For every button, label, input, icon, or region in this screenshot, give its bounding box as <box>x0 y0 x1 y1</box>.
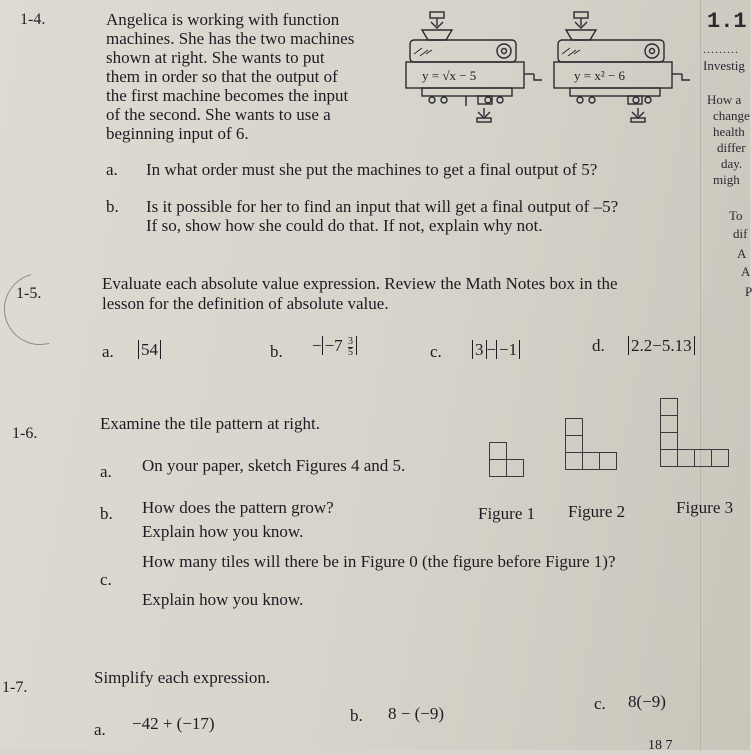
expression-1-7d-partial: 18 7 <box>648 738 673 753</box>
tile <box>711 449 729 467</box>
stem-line: of the second. She wants to use a <box>106 105 331 124</box>
tile <box>660 415 678 433</box>
sidebar-subtitle: Investig <box>703 58 745 73</box>
part-letter: d. <box>592 336 605 355</box>
part-letter: c. <box>594 694 606 713</box>
machine-1-rule: y = √x − 5 <box>422 68 477 83</box>
problem-1-7-stem: Simplify each expression. <box>94 668 271 687</box>
part-letter: c. <box>100 570 112 589</box>
part-letter: a. <box>106 160 118 179</box>
tile <box>599 452 617 470</box>
part-letter: b. <box>350 706 363 725</box>
part-letter: a. <box>100 462 112 481</box>
sidebar-line: differ <box>717 140 746 155</box>
expression-1-7a: −42 + (−17) <box>132 714 215 733</box>
question-1-6b-line1: How does the pattern grow? <box>142 498 334 517</box>
sidebar-line: dif <box>733 226 748 241</box>
question-1-6c-line2: Explain how you know. <box>142 590 304 609</box>
tile <box>677 449 695 467</box>
question-1-6b-line2: Explain how you know. <box>142 522 304 541</box>
expression-1-5b <box>312 336 357 358</box>
tile <box>565 435 583 453</box>
sidebar-line: How a <box>707 92 742 107</box>
tile <box>489 442 507 460</box>
pencil-circle-mark <box>0 260 89 358</box>
abs-value: 54 <box>138 340 161 359</box>
question-1-6a: On your paper, sketch Figures 4 and 5. <box>142 456 406 475</box>
stem-line: beginning input of 6. <box>106 124 249 143</box>
abs-value: 2.2−5.13 <box>628 336 695 355</box>
problem-number: 1-4. <box>20 11 46 28</box>
tile <box>565 418 583 436</box>
question-1-4b-line2: If so, show how she could do that. If not, explain why not. <box>146 216 543 235</box>
sidebar-line: day. <box>721 156 743 171</box>
question-1-4b-line1: Is it possible for her to find an input that will get a final output of –5? <box>146 197 619 216</box>
sidebar-line: A <box>737 246 747 261</box>
figure-label: Figure 2 <box>568 502 626 521</box>
fraction-denominator: 5 <box>347 346 353 358</box>
sidebar-line: health <box>713 124 745 139</box>
tile <box>660 449 678 467</box>
part-letter: b. <box>270 342 283 361</box>
stem-line: Angelica is working with function <box>106 10 340 29</box>
problem-number: 1-6. <box>12 425 38 442</box>
figure-label: Figure 3 <box>676 498 734 517</box>
abs-value: 3 <box>472 340 487 359</box>
sidebar-section-title: 1.1 <box>707 9 747 34</box>
fraction <box>348 337 353 358</box>
problem-1-6-stem: Examine the tile pattern at right. <box>100 414 320 433</box>
stem-line: machines. She has the two machines <box>106 29 355 48</box>
fraction-numerator: 3 <box>347 335 353 347</box>
tile <box>660 398 678 416</box>
stem-line: them in order so that the output of <box>106 67 338 86</box>
problem-1-5-line1: Evaluate each absolute value expression. Review the Math Notes box in the <box>102 274 618 293</box>
figure-label: Figure 1 <box>478 504 536 523</box>
tile <box>694 449 712 467</box>
part-letter: b. <box>106 197 119 216</box>
sidebar-divider: ......... <box>703 42 739 56</box>
problem-1-5-line2: lesson for the definition of absolute value. <box>102 294 389 313</box>
stem-line: shown at right. She wants to put <box>106 48 325 67</box>
sidebar-line: P <box>745 284 752 299</box>
sidebar-line: To <box>729 208 743 223</box>
part-letter: a. <box>102 342 114 361</box>
tile <box>506 459 524 477</box>
problem-number: 1-5. <box>16 285 42 302</box>
problem-number: 1-7. <box>2 679 28 696</box>
expression-1-5d <box>628 336 695 355</box>
minus-sign: − <box>312 336 322 355</box>
tile <box>565 452 583 470</box>
expression-1-5a <box>138 340 161 359</box>
sidebar-line: change <box>713 108 750 123</box>
expression-1-5c <box>472 340 520 359</box>
expression-1-7c: 8(−9) <box>628 692 666 711</box>
part-letter: b. <box>100 504 113 523</box>
part-letter: c. <box>430 342 442 361</box>
expression-1-7b: 8 − (−9) <box>388 704 444 723</box>
function-machine-2 <box>548 12 698 130</box>
margin-sidebar <box>700 0 751 750</box>
question-1-6c-line1: How many tiles will there be in Figure 0 (the figure before Figure 1)? <box>142 552 616 571</box>
abs-value: −1 <box>496 340 520 359</box>
tile <box>660 432 678 450</box>
function-machine-1 <box>400 12 550 130</box>
machine-2-rule: y = x² − 6 <box>574 68 626 83</box>
mixed-number-whole: −7 <box>324 336 343 355</box>
question-1-4a: In what order must she put the machines to get a final output of 5? <box>146 160 598 179</box>
sidebar-line: migh <box>713 172 740 187</box>
minus-sign: − <box>486 340 497 359</box>
tile <box>582 452 600 470</box>
stem-line: the first machine becomes the input <box>106 86 349 105</box>
sidebar-line: A <box>741 264 751 279</box>
tile <box>489 459 507 477</box>
part-letter: a. <box>94 720 106 739</box>
